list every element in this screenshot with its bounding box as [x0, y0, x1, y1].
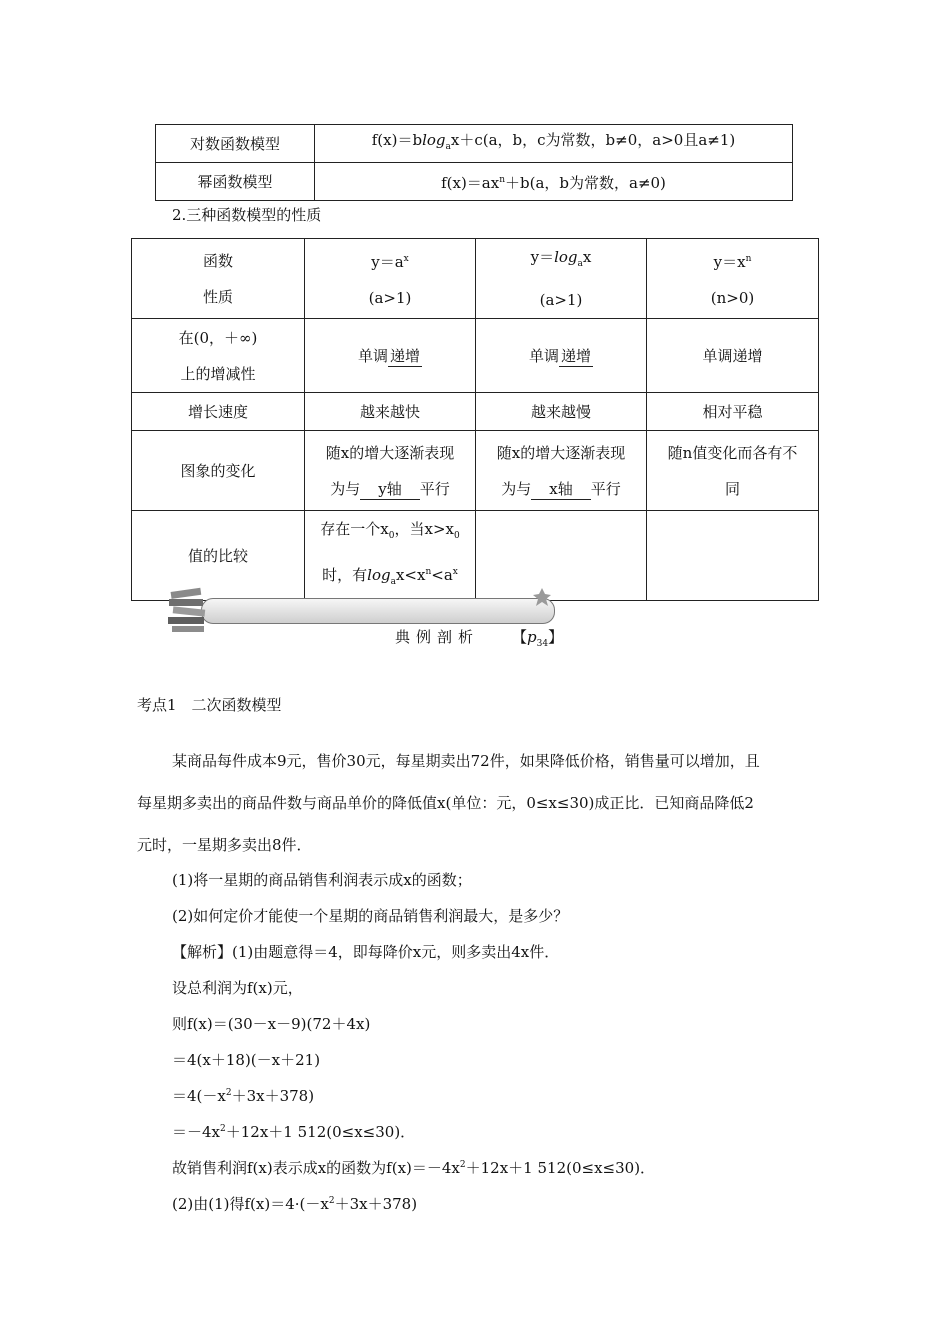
books-icon [165, 584, 213, 634]
table-cell: 相对平稳 [647, 393, 819, 431]
question-2: (2)如何定价才能使一个星期的商品销售利润最大，是多少？ [172, 907, 569, 925]
table-row [132, 431, 819, 511]
table-cell: $y=x^n$ (n>0) [647, 239, 819, 319]
table-cell: 函数 性质 [132, 239, 305, 319]
solution-line: 设总利润为f(x)元， [172, 979, 303, 997]
solution-line: $=4(-x^2+3x+378)$ [172, 1087, 315, 1105]
solution-line: 则f(x)＝(30－x－9)(72＋4x) [172, 1015, 371, 1033]
table-cell: $f(x)=ax^n+b(a$，b为常数，a≠0) [315, 163, 793, 201]
table-cell: 随x的增大逐渐表现 为与 x轴 平行 [476, 431, 647, 511]
table-cell: 值的比较 [132, 511, 305, 601]
banner-bar [201, 598, 555, 624]
table-cell: 越来越快 [305, 393, 476, 431]
table-cell: 随n值变化而各有不 同 [647, 431, 819, 511]
solution-line: ＝4(x＋18)(－x＋21) [172, 1051, 321, 1069]
page-reference: 【$p_{34}$】 [512, 628, 564, 649]
table-cell: 单调 递增 [476, 319, 647, 393]
solution-line: $=-4x^2+12x+1$ 512(0≤x≤30)． [172, 1123, 416, 1141]
table-cell: 单调递增 [647, 319, 819, 393]
solution-line: 故销售利润f(x)表示成x的函数为$f(x)=-4x^2+12x+1$ 512(0≤x≤30)． [172, 1159, 656, 1177]
table-cell [647, 511, 819, 601]
table-row [156, 125, 793, 163]
table-cell: 随x的增大逐渐表现 为与 y轴 平行 [305, 431, 476, 511]
table-row [132, 319, 819, 393]
kaodian-heading: 考点1 二次函数模型 [137, 696, 282, 714]
table-cell: f(x)＝blog$_a$x＋c(a，b，c为常数，b≠0，a>0且a≠1) [315, 125, 793, 163]
problem-text: 某商品每件成本9元，售价30元，每星期卖出72件，如果降低价格，销售量可以增加，且 [172, 752, 760, 770]
table-cell: $y=\log_ax$ (a>1) [476, 239, 647, 319]
table-cell: 存在一个$x_0$，当$x>x_0$ 时，有$\log_ax<x^n<a^x$ [305, 511, 476, 601]
table-row [156, 163, 793, 201]
question-1: (1)将一星期的商品销售利润表示成x的函数； [172, 871, 472, 889]
table-cell: 越来越慢 [476, 393, 647, 431]
table-cell: 在(0，＋∞) 上的增减性 [132, 319, 305, 393]
table-row [132, 239, 819, 319]
table-cell: 对数函数模型 [156, 125, 315, 163]
solution-line: (2)由(1)得$f(x)=4\cdot(-x^2+3x+378)$ [172, 1195, 418, 1213]
leaf-icon [531, 586, 553, 608]
table-cell: $y=a^x$ (a>1) [305, 239, 476, 319]
table-cell: 增长速度 [132, 393, 305, 431]
solution-line: 【解析】(1)由题意得＝4，即每降价x元，则多卖出4x件． [172, 943, 560, 961]
problem-text: 每星期多卖出的商品件数与商品单价的降低值x(单位：元，0≤x≤30)成正比．已知商品降低2 [137, 794, 754, 812]
banner-title: 典例剖析 [395, 628, 480, 646]
problem-text: 元时，一星期多卖出8件． [137, 836, 312, 854]
properties-table [131, 238, 819, 601]
section-title: 2.三种函数模型的性质 [172, 206, 322, 224]
function-model-table [155, 124, 793, 201]
table-cell: 幂函数模型 [156, 163, 315, 201]
table-cell: 图象的变化 [132, 431, 305, 511]
table-row [132, 393, 819, 431]
table-cell: 单调 递增 [305, 319, 476, 393]
